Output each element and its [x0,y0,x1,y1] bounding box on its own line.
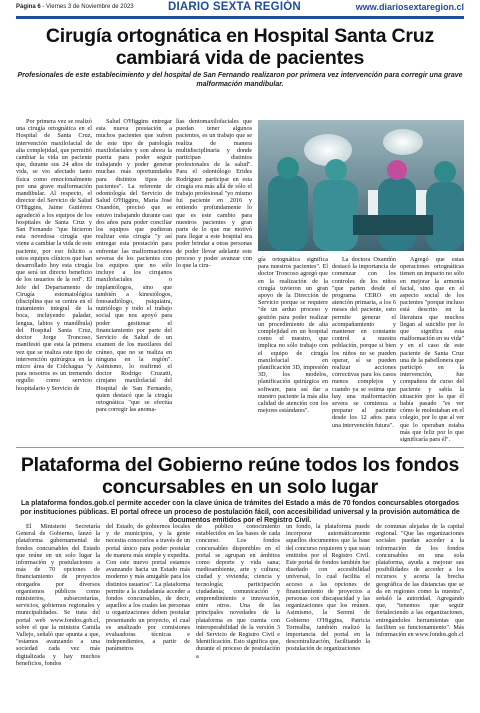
page-number: Página 6 [16,4,41,10]
article1-col6: Agregó que estas operaciones ortognáticas tienen un impacto no sólo en mejorar la armonía facial, sino que en el aspecto social de los pacientes "porque incluso está descrito en la literatura que muchos llegan al suicidio por lo que significa esta malformación en su vida" y en el caso de este paciente de Santa Cruz una de la pabellonera que participó en la intervención, fue compañera de curso del paciente y sabía la situación por la que él había pasado "es ver cómo le molestaban en el colegio, por lo que al ver que lo operaban estaba más que feliz por lo que significaría para él". [400,256,464,442]
page-date-line [16,4,134,10]
header-rule [16,16,464,19]
article1-subtitle: Profesionales de este establecimiento y del hospital de San Fernando realizaron por primera vez intervención para corregir una grave malformación mandibular. [17,72,463,88]
article2-col2: del Estado, de gobiernos locales y de municipios, y la gente necesita conocerlos a través de un portal único para poder postular de manera más simple y expedita. Con este nuevo portal estamos avanzando hacia un Estado más moderno y más amigable para los distintos usuarios". La plataforma permite a la ciudadanía acceder a fondos concursables, de decir, aquellos a los cuales las personas u organizaciones deben postular presentando un proyecto, el cual es analizado por comisiones evaluadoras técnicas e independientes, a partir de parámetros [106,523,190,653]
article1-title-line2: cambiará vida de pacientes [115,47,365,69]
article2-col5: de comunas alejadas de la capital regional. "Que las organizaciones sociales puedan acceder a la información de los fondos concursables en una sola plataforma, ayuda a mejorar sus posibilidades de acceder a los recursos y acorta la brecha geográfica de las distancias que se da en regiones como la nuestra", señaló la autoridad. Agregando que, "tenemos que seguir fortaleciendo a las organizaciones, entregándoles herramientas que faciliten su funcionamiento". Más información en www.fondos.gob.cl [376,523,464,639]
section-divider [16,447,464,448]
website-url: www.diariosextaregion.cl [355,2,464,12]
article2-title-line1: Plataforma del Gobierno reúne todos los fondos [20,454,460,476]
surgery-photo [258,120,464,251]
issue-date: - Viernes 3 de Noviembre de 2023 [40,4,134,10]
article1-col3-top: lías dentomaxilofaciales que puedan tener algunos pacientes, es un trabajo que se realiza de manera multidisciplinaria y donde participan distintos profesionales de la salud". Para el odontólogo Erides Rodríguez participar en esta cirugía era más allá de sólo el trabajo profesional "yo mismo fui paciente en 2016 y entiendo profundamente lo que es este cambio para nuestros pacientes y gran parte de lo que me motivó para llegar a este hospital era poder brindar a otras personas de poder llevar adelante este proceso y poder avanzar con lo que la ciru- [176,118,252,270]
article1-col4: gía ortognática significa para nuestros pacientes". El doctor Troncoso agregó que en la realización de la cirugía tuvieron un gran apoyo de la Dirección de Servicio porque se requiere "de un arduo proceso y gestión para poder realizar un procedimiento de alta complejidad en un hospital como el nuestro, que implica no sólo trabajo con el equipo de cirugía maxilofacial en planificación 3D, impresión 3D, los modelos, planificación quirúrgica en software, para así dar a nuestro paciente la más alta calidad de atención con los mejores estándares". [258,256,328,415]
article1-col1: Por primera vez se realizó una cirugía ortognática en el Hospital de Santa Cruz, intervención maxilofacial de alta complejidad, que permitió cambiar la vida un paciente que, durante sus 24 años de vida, se vio afectado tanto física como emocionalmente por una grave malformación mandibular. Al respecto, el director del Servicio de Salud O'Higgins, Jaime Gutiérrez agradeció a los equipos de los hospitales de Santa Cruz y San Fernando "que hicieron esta novedosa cirugía que viene a cambiar la vida de este paciente, por eso felicito a estos equipos clínicos que han desarrollado hoy esta cirugía que será un directo beneficio de los usuarios de la red". El Jefe del Departamento de Cirugía estomatológica (disciplina que se centra en el tratamiento integral de la boca, incluyendo paladar, lengua, labios y mandíbula) del Hospital Santa Cruz, doctor Jorge Troncoso, manifestó que esta la primera vez que se realiza este tipo de intervención quirúrgica en la micro área de Colchagua "y para nosotros es un tremendo orgullo como servicio hospitalario y Servicio de [16,118,92,392]
article2-col1: El Ministerio Secretaría General de Gobierno, lanzó la plataforma gubernamental de fondos concursables del Estado que reúne en un solo lugar la información y postulaciones a más de 70 opciones de financiamiento de proyectos otorgados por diversos organismos públicos como ministerios, subsecretarías, servicios, gobiernos regionales y municipalidades. Se trata del portal web www.fondos.gob.cl, sobre el que la ministra Camila Vallejo, señaló que apunta a que, "estamos avanzando a una sociedad cada vez más digitalizada y hay muchos beneficios, fondos [16,523,100,667]
article1-title-line1: Cirugía ortognática en Hospital Santa Cruz [45,25,435,47]
article1-col5: La doctora Oxandón destacó la importancia de comenzar con los controles de los niños "que parten desde el programa CERO en atención primaria, a los 6 meses del paciente, esto permite generar el acompañamiento y mantener en constante control a nuestra población, porque si bien los niños no se pueden operar, sí se pueden realizar acciones correctivas para los casos menos complejos y cuando ya se estima que hay una malformación severa se comienza a preparar al paciente desde los 12 años para una intervención futura". [332,256,396,429]
page-header [0,0,480,20]
article2-title-line2: concursables en un solo lugar [102,476,378,498]
article1-col2: Salud O'Higgins entregar esta nueva prestación a muchos pacientes que sufren de este tipo de patología maxilofaciales y son ahora la puerta para poder seguir trabajando y poder generar muchas más oportunidades para distintos tipos de pacientes". La referente de odontología del Servicio de Salud O'Higgins, María José Oxandón, precisó que se estuvo trabajando durante casi dos años para poder conciliar los equipos que pudieran realizar esta cirugía "y así entregar esta prestación para enfrentar las malformaciones severas de los pacientes con los equipos que no sólo incluye a los cirujanos maxilofaciales o implantólogos, sino que también a kinesiólogos, fonoaudiólogo, psiquiatra, nutriólogo y todo el trabajo social que nos apoyó para poder gestionar el financiamiento por parte del Servicio de Salud de un examen de los maxilares del cráneo, que no se realiza en ninguna en la región". Asimismo, lo reafirmó el doctor Rodrigo Cruzatti, cirujano maxilofacial del Hospital de San Fernando, quien destacó que la cirugía ortognática "que se efectúa para corregir las anoma- [96,118,172,414]
newspaper-name: DIARIO SEXTA REGIÓN [168,1,301,13]
operating-room-image [258,120,464,251]
article2-col4: un fondo, la plataforma puede incorporar automáticamente aquellos documentos que la base del concurso requieren y que sean emitidos por el Registro Civil. Este portal de fondos también fue diseñado con accesibilidad universal, lo cual facilita el acceso a las opciones de financiamiento de proyectos a personas con discapacidad y las organizaciones que los reúnen. Asimismo, la Seremi de Gobierno O'Higgins, Patricia Torrealba, también realizó la importancia del portal en la descentralización, facilitando la postulación de organizaciones [286,523,370,653]
article2-col3: de público conocimiento establecidos en las bases de cada concurso. Los fondos concursables disponibles en el portal se agrupan en ámbitos como deporte y vida sana; medioambiente, arte y cultura; ciudad y vivienda; ciencia y tecnología; participación ciudadanía; comunicación y emprendimiento e innovación, entre otros. Una de las principales novedades de la plataforma es que cuenta con interoperabilidad de la versión 3 del Servicio de Registro Civil e Identificación. Esto significa que, durante el proceso de postulación a [196,523,280,660]
article2-subtitle: La plataforma fondos.gob.cl permite acceder con la clave única de trámites del Estado a más de 70 fondos concursables otorgados por instituciones públicas. El portal ofrece un proceso de postulación fácil, con accesibilidad universal y la provisión automática de documentos emitidos por el Registro Civil. [20,500,460,524]
